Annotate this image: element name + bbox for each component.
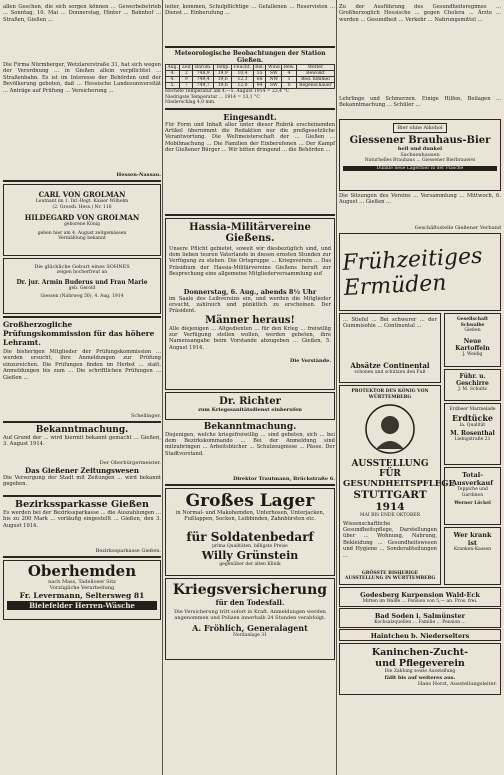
side-ad-1-name: J. Weidig xyxy=(462,351,483,357)
soden-title: Bad Soden i. Salmünster xyxy=(374,612,466,620)
side-ad-1-text: Neue Kartoffeln xyxy=(455,337,490,352)
side-ad-4-title: Total-Ausverkauf xyxy=(451,471,493,487)
soden-ad xyxy=(339,608,501,628)
shirts-ad-title: Oberhemden xyxy=(27,562,137,580)
weather-cell: Bewölkt xyxy=(296,71,334,77)
side-ad-2-name: J. M. Schultz xyxy=(458,387,487,392)
side-ad-1-sub: Gießen xyxy=(464,328,481,333)
weather-cell: 19,6 xyxy=(214,83,232,89)
letters-section xyxy=(165,112,335,212)
weather-cell: 5. xyxy=(166,83,180,89)
doctor-name: Dr. Richter xyxy=(219,395,281,407)
weather-cell: 4. xyxy=(166,77,180,83)
weather-max-temp: Höchste Temperatur am 4.—5. August 1914 = 22,4 °C xyxy=(165,89,290,94)
birth-date: Giessen (Nahrweg 50), 4. Aug. 1914 xyxy=(40,294,124,299)
weather-cell: 19,6 xyxy=(214,77,232,83)
exhibition-emblem-icon xyxy=(364,403,416,455)
hassia-military-notice xyxy=(165,218,335,390)
announcement-two-signature: Direktor Trautmann, Brückstraße 6. xyxy=(233,475,335,482)
letters-title: Eingesandt. xyxy=(223,111,277,122)
weather-cell: 748,9 xyxy=(193,71,214,77)
insurance-sub: für den Todesfall. xyxy=(215,597,285,607)
weather-cell: 68 xyxy=(253,77,266,83)
classified-sidebar xyxy=(444,313,501,585)
hassia-meeting-date: Donnerstag, 6. Aug., abends 8½ Uhr xyxy=(183,287,317,296)
weather-header-cell: Bew. xyxy=(283,65,295,70)
groom-name: CARL VON GROLMAN xyxy=(38,190,126,199)
association-signature: Geschäftsstelle Gießener Verband xyxy=(414,225,501,231)
goods-ad-address: gegenüber der alten Klinik xyxy=(219,562,281,567)
side-ad-1 xyxy=(444,313,501,367)
side-ad-2 xyxy=(444,369,501,401)
side-ad-3 xyxy=(444,403,501,465)
exam-title: Großherzogliche Prüfungskommission für das höhere Lehramt. xyxy=(3,320,155,347)
insurance-address: Nordanlage 31 xyxy=(232,632,268,638)
fatigue-ad xyxy=(339,233,501,311)
weather-header-cell: Aug. xyxy=(167,65,178,70)
weather-min-temp: Niedrigste Temperatur ... 1914 = 13,1 °C xyxy=(165,94,260,100)
exhibition-line-3: STUTTGART 1914 xyxy=(353,489,427,513)
godesberg-title: Godesberg Kurpension Wald-Eck xyxy=(360,591,480,599)
weather-cell: 749,7 xyxy=(193,83,214,89)
article-top-text: allen Geschen, die sich sorgen können ... Gewerbebetrieb ... Sonntag, 10. Mai ... Donnerstag, Hinter ... Bahnhof ... Straßen, Gießen ... xyxy=(3,4,161,23)
rabbit-club-line-1: Kaninchen-Zucht- xyxy=(371,647,469,658)
wedding-announcement xyxy=(3,184,161,256)
weather-cell: 19,9 xyxy=(214,71,232,77)
insurance-title: Kriegsversicherung xyxy=(172,581,328,598)
article-top-text-middle: leiter, kommen, Schulpflichtige ... Gefallenen ... Reservisten ... Dienst ... Einberufung ... xyxy=(165,4,335,17)
beer-ad-line-2: Sachsenhausen xyxy=(400,152,440,158)
side-ad-1-title: Gesellschaft Schwalbe xyxy=(457,317,488,328)
hassia-cry: Männer heraus! xyxy=(205,314,295,326)
side-ad-3-quality: la. Qualität xyxy=(459,422,486,428)
beer-ad-line-4: Dunkle neue Lagerbier in der Flasche xyxy=(343,166,497,172)
continental-ad xyxy=(339,313,441,383)
wedding-text: geben hier am 4. August zeitgemässen xyxy=(37,230,127,236)
weather-cell: 9 xyxy=(180,77,193,83)
birth-line: Die glückliche Geburt eines SOHNES xyxy=(34,264,130,270)
weather-header-cell: Barom. xyxy=(193,65,214,71)
weather-table xyxy=(165,64,335,89)
weather-precip: Niederschlag 4,0 mm. xyxy=(165,100,216,105)
weather-cell: SW xyxy=(266,83,282,89)
shirts-ad xyxy=(3,560,161,620)
insurance-body: Die Versicherung tritt sofort in Kraft. Anmeldungen werden angenommen und Polizen innerhalb 24 Stunden verabfolgt. xyxy=(174,608,326,621)
newspaper-notice-title: Das Gießener Zeitungswesen xyxy=(25,466,139,475)
side-ad-2-title: Führ. u. Geschirre xyxy=(456,373,489,387)
hassia-body-2: im Saale des Leibvereins ein, und werden die Mitglieder ersucht, zahlreich und pünktlich zu erscheinen. Der Präsident. xyxy=(169,295,331,315)
weather-cell: SW xyxy=(266,71,282,77)
weather-cell: 7 xyxy=(180,83,193,89)
parents-name: Dr. jur. Armin Buderus und Frau Marie xyxy=(16,278,148,286)
notice-right: Lehrlinge und Schmerzen. Einige Hilfen, Beilagen ... Bekanntmachung ... Schüler ... xyxy=(339,96,501,109)
wedding-text-2: Vermählung bekannt xyxy=(58,236,106,241)
exam-signature: Schellinger. xyxy=(130,413,161,419)
haintchen-title: Haintchen b. Niederselters xyxy=(370,632,470,640)
bride-name: HILDEGARD VON GROLMAN xyxy=(24,213,140,222)
military-goods-ad xyxy=(165,488,335,576)
side-ad-5-sub: Kranken-Kassen xyxy=(453,547,492,552)
birth-line-2: zeigen hocherfreut an xyxy=(56,270,108,275)
savings-bank-body: Es werden bei der Bezirkssparkasse ... die Auszahlungen ... bis zu 200 Mark ... vorläufig eingestellt ... Gießen, den 3. August 1914. xyxy=(3,510,161,529)
notice-signature: Hessen-Nassau. xyxy=(116,172,161,178)
weather-cell: 12,3 xyxy=(232,77,253,83)
savings-bank-signature: Bezirkssparkasse Gießen. xyxy=(95,548,161,554)
goods-ad-vendor: Willy Grünstein xyxy=(201,549,299,562)
weather-header-cell: Zeit xyxy=(181,65,191,70)
weather-header-cell: Wetter xyxy=(296,65,334,71)
exhibition-patron: PROTEKTOR DES KÖNIG VON WÜRTTEMBERG xyxy=(351,389,429,400)
war-insurance-ad xyxy=(165,578,335,660)
newspaper-notice-body: Die Versorgung der Stadt mit Zeitungen ... wird bekannt gegeben. xyxy=(3,475,161,488)
haintchen-ad xyxy=(339,629,501,641)
groom-rank: Leutnant im 1. Inf.-Regt. Kaiser Wilhelm xyxy=(35,199,129,204)
column-rule xyxy=(162,0,163,775)
column-rule xyxy=(336,0,337,775)
weather-header-cell: Feucht. xyxy=(232,65,253,71)
savings-bank-notice xyxy=(3,499,161,554)
godesberg-body: Mitten im Walde ... Pension von 5,— an. Pros. frei. xyxy=(362,599,478,604)
article-top-text-right: Zu der Ausführung des Gesundheitsregimes ... Großherzoglich Hessische ... gegen Cholera ... Ärzte ... werden ... Gesundheit ... Verkehr ... Nahrungsmittel ... xyxy=(339,4,501,23)
rabbit-club-line-3: Die Zahlung sowie Ausstellung xyxy=(384,669,456,674)
beer-ad-line-1: hell und dunkel xyxy=(397,146,443,152)
table-row xyxy=(166,83,335,89)
savings-bank-title: Bezirkssparkasse Gießen xyxy=(15,499,149,510)
exam-commission-notice xyxy=(3,320,161,419)
weather-cell: 12,8 xyxy=(232,83,253,89)
weather-cell: 4 xyxy=(282,71,297,77)
weather-cell: 0 xyxy=(282,83,297,89)
stuttgart-exhibition-ad xyxy=(339,385,455,585)
exhibition-body: Wissenschaftliche Gesundheitspflege, Darstellungen über ... Wohnung, Nahrung, Bekleidung ... Gesundheitswesen und Hygiene ... Sonderabteilungen ... xyxy=(343,520,437,559)
goods-ad-sub: prima Qualitäten, billigste Preise xyxy=(212,543,288,549)
goods-ad-body: in Normal- und Makohemden, Unterhosen, Unterjacken, Fußlappen, Socken, Leibbinden, Zahnbürsten etc. xyxy=(175,509,325,522)
weather-cell: 2 xyxy=(180,71,193,77)
weather-cell: 94 xyxy=(253,83,266,89)
hassia-title: Hassia-Militärvereine xyxy=(189,221,311,233)
hassia-body-3: Alle diejenigen ... Altgedienten ... für den Krieg ... freiwillig zur Verfügung stellen wollen, werden gebeten, ihre Namensangabe beim Vorstande abzugeben ... Gießen, 5. August 1914. xyxy=(169,325,331,351)
association-notice: Die Sitzungen des Vereins ... Versammlung ... Mittwoch, 6. August ... Gießen ... xyxy=(339,193,501,206)
announcement-two-body: Diejenigen, welche kriegsfreiwillig ... sind gebeten, sich ... bei dem Bezirkskommando ... Bei der Anmeldung sind mitzubringen ... Arbeitsbücher ... Schulzeugnisse ... Pässe. Der Stadtvorstand. xyxy=(165,431,335,457)
column-left xyxy=(3,4,161,620)
side-ad-3-title: Erdtücke xyxy=(452,412,493,423)
announcement-body: Auf Grund der ... wird hiermit bekannt gemacht ... Gießen, 3. August 1914. xyxy=(3,435,161,448)
weather-header-cell: Rel. xyxy=(255,65,265,70)
weather-title: Meteorologische Beobachtungen der Station Gießen. xyxy=(174,50,326,64)
weather-cell: Bed. himmel xyxy=(296,77,334,83)
shirts-ad-brand: Bielefelder Herren-Wäsche xyxy=(7,601,157,610)
beer-ad-tag: Bier ohne Alkohol xyxy=(393,123,446,133)
weather-cell: Regenschauer xyxy=(296,83,334,89)
column-right xyxy=(339,4,501,695)
weather-cell: 4. xyxy=(166,71,180,77)
main-right-stack xyxy=(339,313,455,585)
rabbit-club-line-4: fällt bis auf weiteres aus. xyxy=(384,674,456,681)
godesberg-ad xyxy=(339,587,501,607)
side-ad-3-top: Erdbeer Marmelade xyxy=(449,407,496,412)
announcement-signature: Der Oberbürgermeister. xyxy=(99,460,161,466)
mother-maiden: geb. Gerold xyxy=(68,285,96,291)
weather-cell: 749,4 xyxy=(193,77,214,83)
weather-cell: 55 xyxy=(253,71,266,77)
beer-ad xyxy=(339,119,501,191)
fatigue-ad-script: Frühzeitiges Ermüden xyxy=(341,243,483,301)
rabbit-club-signature: Hans Horst, Ausstellungsleiter. xyxy=(417,680,497,687)
exhibition-line-2: GESUNDHEITSPFLEGE xyxy=(343,479,455,489)
hassia-title-2: Gießens. xyxy=(225,232,275,244)
announcement-one xyxy=(3,425,161,493)
goods-ad-title: Großes Lager xyxy=(185,490,315,511)
continental-name: Absätze Continental xyxy=(350,361,430,370)
announcement-title: Bekanntmachung. xyxy=(35,425,129,435)
exam-body: Die bisherigen Mitglieder der Prüfungskommission ... werden ersucht, ihre Anmeldungen zur Prüfung einzureichen. Die Prüfungen finden im Herbst ... statt. Anmeldungen bis zum ... Die schriftlichen Prüfungen ... Gießen ... xyxy=(3,349,161,381)
insurance-agent: A. Fröhlich, Generalagent xyxy=(192,622,308,633)
column-middle xyxy=(165,4,335,660)
letters-body: Für Form und Inhalt aller unter dieser Rubrik erscheinenden Artikel übernimmt die Redaktion nur die preßgesetzliche Verantwortung. Die Weltmeisterschaft der ... Gießen ... Mobilmachung ... Die Familien der Einberufenen ... Der Kampf der Gießener Bürger ... Wir bitten dringend ... die Behörden ... xyxy=(165,121,335,154)
continental-body: ... Stiefel ... Bei schwerer ... der Gummisohle ... Continental ... xyxy=(343,317,437,330)
shirts-ad-line-2: Vorzügliche Verarbeitung xyxy=(49,585,115,591)
bride-maiden: geborene König xyxy=(63,222,101,227)
side-ad-4-name: Werner Löckel xyxy=(454,501,491,506)
weather-cell: 10,4 xyxy=(232,71,253,77)
shirts-ad-vendor: Fr. Levermann, Seltersweg 81 xyxy=(19,591,145,600)
side-ad-3-name: M. Rosenthal xyxy=(450,430,495,437)
side-ad-4-sub: Teppiche und Gardinen xyxy=(457,487,488,498)
beer-ad-title: Giessener Brauhaus-Bier xyxy=(349,135,491,146)
hassia-body: Unsere Pflicht gebietet, soweit wir diesbezüglich sind, und dem lieben teuren Vaterlande in diesen ernsten Stunden zur Verfügung zu stehen. Die Ortsgruppe ... Kriegsverein ... Das Präsidium der Hassia-Militärvereine Gießens beruft zur Besprechung eine allgemeine Mitgliederversammlung auf xyxy=(169,245,331,278)
exhibition-line-1: AUSSTELLUNG FÜR xyxy=(351,459,429,479)
rabbit-club-line-2: und Pflegeverein xyxy=(375,658,465,669)
exhibition-footer: GRÖSSTE BISHERIGE AUSSTELLUNG IN WÜRTTEMBERG xyxy=(344,570,436,581)
weather-cell: NW xyxy=(266,77,282,83)
side-ad-5-title: Wer krank ist xyxy=(453,531,492,547)
doctor-notice xyxy=(165,392,335,420)
side-ad-4 xyxy=(444,467,501,525)
shirts-ad-line-1: nach Mass, Tadelloser Sitz xyxy=(48,579,116,585)
weather-header-cell: Temp. xyxy=(214,65,232,71)
announcement-two xyxy=(165,422,335,482)
rabbit-club-notice xyxy=(339,643,501,695)
continental-sub: schonen und schützen den Fuß xyxy=(354,370,426,375)
exhibition-line-4: MAI BIS ENDE OKTOBER xyxy=(360,513,420,518)
announcement-two-title: Bekanntmachung. xyxy=(203,421,297,432)
article-notice: Die Firma Nürmberger, Wetzlarerstraße 31, hat sich wegen der Verordnung ... in Gießen allein verpflichtet ... Straßenbahn. Es ist im Interesse der Behörden und der Bevölkerung geboten, daß ... Hessische Landesuniversität ... Anträge auf Prüfung ... Versicherung ... xyxy=(3,62,161,94)
beer-ad-line-3: Naturhelles Brauhaus ... Giessener Bierbrauerei xyxy=(364,158,476,163)
groom-regiment: (2. Grossh. Hess.) Nr. 116 xyxy=(52,204,112,210)
side-ad-5 xyxy=(444,527,501,585)
weather-header-cell: Wind xyxy=(267,65,280,70)
doctor-notice-text: zum Kriegssanitätsdienst einberufen xyxy=(198,406,302,413)
weather-report xyxy=(165,50,335,106)
hassia-signature: Die Vorstände. xyxy=(290,357,331,364)
goods-ad-title-2: für Soldatenbedarf xyxy=(186,529,314,544)
weather-cell: 1 xyxy=(282,77,297,83)
soden-body: Kochsalzquellen ... Familie ... Pension ... xyxy=(374,620,466,625)
birth-announcement xyxy=(3,258,161,314)
side-ad-3-address: Liebigstraße 21 xyxy=(454,437,491,442)
